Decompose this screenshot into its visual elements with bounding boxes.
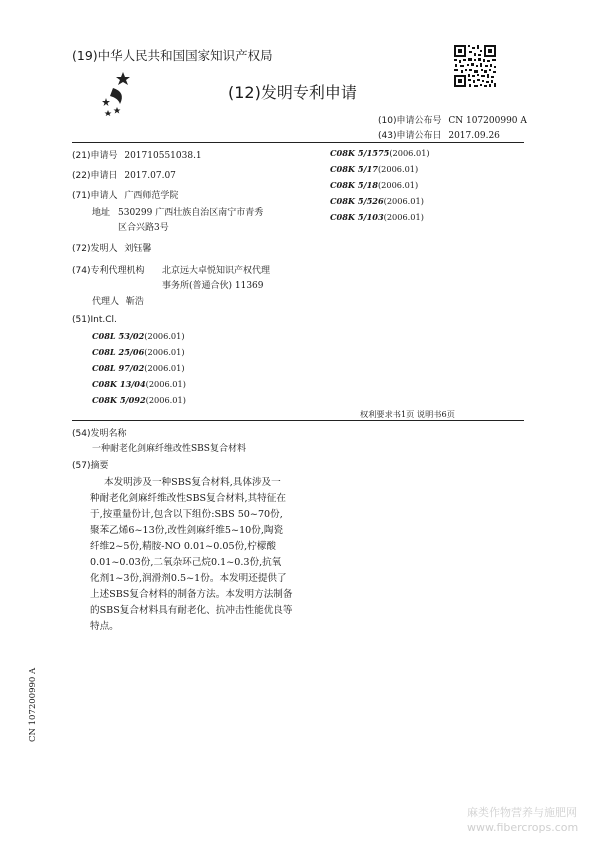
intcl-entry: C08K 13/04(2006.01)	[92, 379, 186, 389]
abstract-line: 化剂1~3份,润滑剂0.5~1份。本发明还提供了	[90, 573, 287, 584]
document-type: (12)发明专利申请	[228, 83, 357, 102]
intcl-right-entry: C08K 5/103(2006.01)	[330, 212, 424, 222]
pub-date-label: (43)申请公布日	[378, 131, 442, 141]
app-number-value: 201710551038.1	[124, 151, 202, 161]
watermark-line-1: 麻类作物营养与施肥网	[467, 806, 577, 819]
pub-date-value: 2017.09.26	[448, 131, 500, 141]
watermark-line-2: www.fibercrops.com	[467, 821, 579, 834]
intcl-right-entry: C08K 5/526(2006.01)	[330, 196, 424, 206]
inventor-value: 刘钰馨	[124, 244, 152, 254]
abstract-line: 纤维2~5份,精胺-NO 0.01~0.05份,柠檬酸	[90, 541, 277, 552]
abstract-line: 种耐老化剑麻纤维改性SBS复合材料,其特征在	[90, 493, 286, 504]
national-emblem-icon	[96, 70, 136, 116]
office-name: (19)中华人民共和国国家知识产权局	[72, 48, 273, 63]
intcl-entry: C08L 53/02(2006.01)	[92, 331, 185, 341]
intcl-label: (51)Int.Cl.	[72, 315, 117, 325]
header-divider	[72, 142, 524, 143]
agent-label: 代理人	[92, 297, 120, 307]
invention-title: 一种耐老化剑麻纤维改性SBS复合材料	[92, 444, 246, 454]
title-label: (54)发明名称	[72, 429, 127, 439]
address-line-2: 区合兴路3号	[118, 223, 169, 233]
intcl-right-entry: C08K 5/1575(2006.01)	[330, 148, 430, 158]
app-number-label: (21)申请号	[72, 151, 118, 161]
pages-info: 权利要求书1页 说明书6页	[360, 409, 455, 419]
inventor-label: (72)发明人	[72, 244, 118, 254]
abstract-line: 特点。	[90, 621, 119, 632]
app-date-label: (22)申请日	[72, 171, 118, 181]
agency-label: (74)专利代理机构	[72, 266, 145, 276]
agent-value: 靳浩	[125, 297, 144, 307]
side-publication-number: CN 107200990 A	[28, 667, 38, 742]
applicant-value: 广西师范学院	[124, 191, 179, 201]
abstract-line: 聚苯乙烯6~13份,改性剑麻纤维5~10份,陶瓷	[90, 525, 284, 536]
pub-number-value: CN 107200990 A	[448, 116, 527, 126]
intcl-entry: C08L 97/02(2006.01)	[92, 363, 185, 373]
abstract-line: 上述SBS复合材料的制备方法。本发明方法制备	[90, 589, 293, 600]
intcl-right-entry: C08K 5/17(2006.01)	[330, 164, 419, 174]
pub-number-label: (10)申请公布号	[378, 116, 442, 126]
intcl-entry: C08K 5/092(2006.01)	[92, 395, 186, 405]
agency-line-2: 事务所(普通合伙) 11369	[162, 281, 264, 291]
watermark	[467, 805, 578, 835]
abstract-line: 的SBS复合材料具有耐老化、抗冲击性能优良等	[90, 605, 293, 616]
biblio-divider	[72, 420, 524, 421]
address-line-1: 530299 广西壮族自治区南宁市青秀	[118, 208, 264, 218]
applicant-label: (71)申请人	[72, 191, 118, 201]
agency-line-1: 北京远大卓悦知识产权代理	[162, 266, 271, 276]
abstract-line: 本发明涉及一种SBS复合材料,具体涉及一	[104, 477, 281, 488]
abstract-label: (57)摘要	[72, 461, 109, 471]
intcl-right-entry: C08K 5/18(2006.01)	[330, 180, 419, 190]
abstract-line: 于,按重量份计,包含以下组份:SBS 50~70份,	[90, 509, 283, 520]
app-date-value: 2017.07.07	[124, 171, 176, 181]
abstract-line: 0.01~0.03份,二氧杂环己烷0.1~0.3份,抗氧	[90, 557, 282, 568]
address-label: 地址	[92, 208, 111, 218]
qr-code-icon	[453, 44, 497, 88]
intcl-entry: C08L 25/06(2006.01)	[92, 347, 185, 357]
